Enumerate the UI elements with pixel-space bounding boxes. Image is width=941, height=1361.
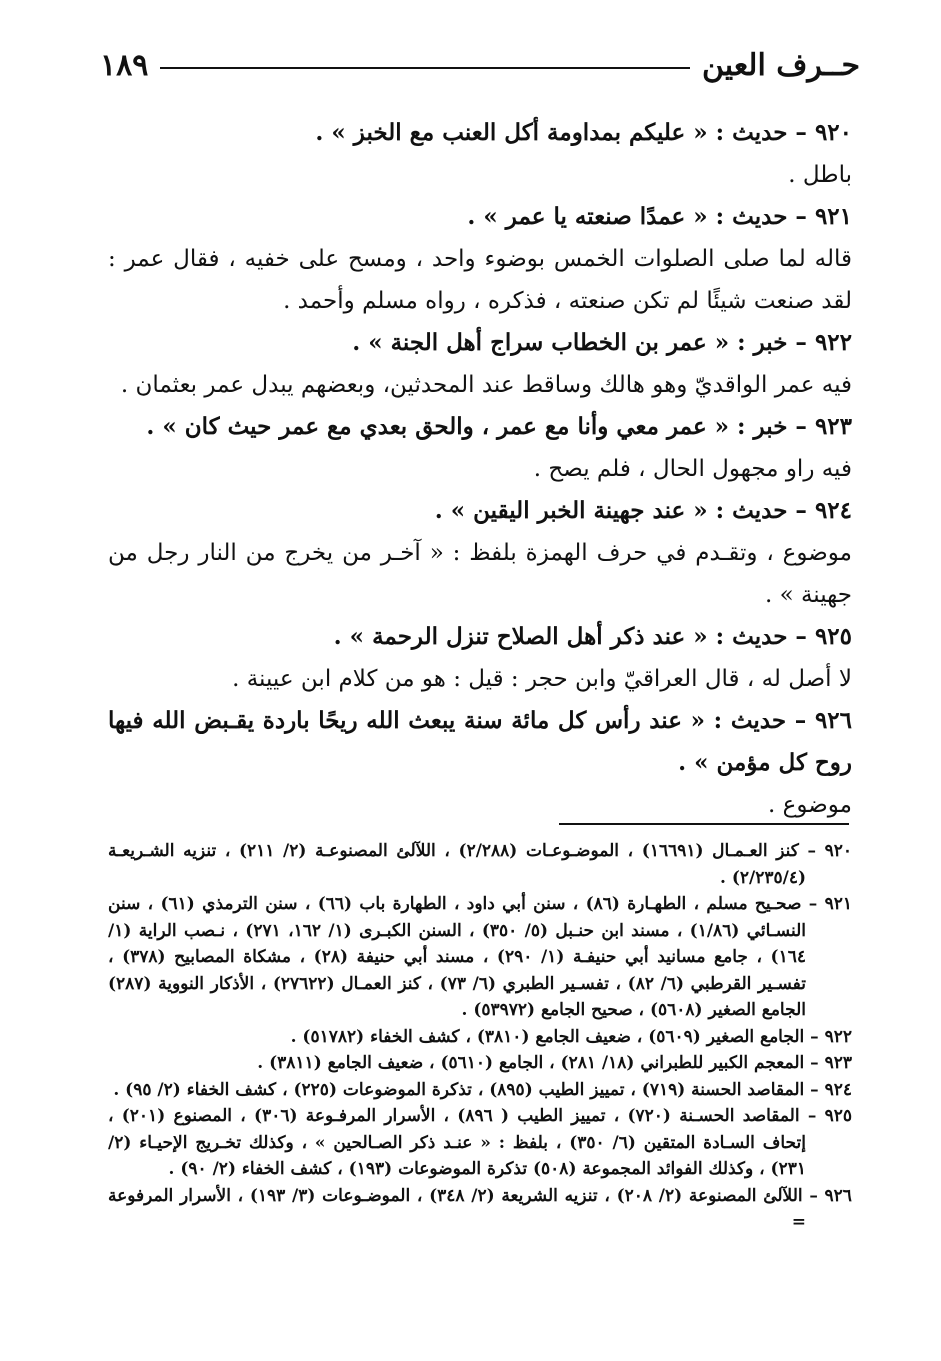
footnote-924: ٩٢٤ – المقاصد الحسنة (٧١٩) ، تمييز الطيب (٨٩٥) ، تذكرة الموضوعات (٢٢٥) ، كشف الخفاء (٢/ ٩٥) . bbox=[113, 1079, 852, 1100]
running-header bbox=[100, 40, 860, 90]
footnote-divider bbox=[559, 823, 849, 825]
entry-922-comment: فيه عمر الواقديّ وهو هالك وساقط عند المحدثين، وبعضهم يبدل عمر بعثمان . bbox=[120, 372, 852, 398]
footnote-921: ٩٢١ – صحـيح مسلم ، الطهـارة (٨٦) ، سنن أبي داود ، الطهارة باب (٦٦) ، سنن الترمذي (٦١) ، سنن النسـائي (١/٨٦) ، مسند ابن حنـبل (٥/ ٣٥٠) ، السنن الكبـرى (١/ ١٦٢، ٢٧١) ، نـصب الراية (١/ ١٦٤) ، جامع مسانيد أبي حنيفـة (١/ ٢٩٠) ، مسند أبي حنيفة (٢٨) ، مشكاة المصابيح (٣٧٨) ، تفسـير القرطبي (٦/ ٨٢) ، تفسـير الطبري (٦/ ٧٣) ، كنز العمـال (٢٧٦٢٢) ، الأذكار النووية (٢٨٧) الجامع الصغير (٥٦٠٨) ، صحيح الجامع (٥٣٩٧٢) . bbox=[108, 894, 852, 1020]
footnote-925: ٩٢٥ – المقاصد الحسـنة (٧٢٠) ، تمييز الطيب ( ٨٩٦) ، الأسرار المرفـوعة (٣٠٦) ، المصنوع (٢٠١) ، إتحاف السـادة المتقين (٦/ ٣٥٠) ، بلفظ : « عنـد ذكر الصـالحين » ، وكذلك تخـريج الإحيـاء (٢/ ٢٣١) ، وكذلك الفوائد المجموعة (٥٠٨) تذكرة الموضوعات (١٩٣) ، كشف الخفاء (٢/ ٩٠) . bbox=[108, 1106, 853, 1179]
entry-920-ruling: باطل . bbox=[788, 162, 852, 188]
entry-920-heading: ٩٢٠ – حديث : « عليكم بمداومة أكل العنب مع الخبز » . bbox=[315, 119, 852, 146]
entry-925-heading: ٩٢٥ – حديث : « عند ذكر أهل الصلاح تنزل الرحمة » . bbox=[333, 623, 852, 650]
footnote-920: ٩٢٠ – كنز العـمـال (١٦٦٩١) ، الموضـوعـات (٢/٢٨٨) ، اللآلئ المصنوعـة (٢/ ٢١١) ، تنزيه الشـريعـة (٢/٢٣٥/٤) . bbox=[108, 841, 852, 888]
entry-926-heading: ٩٢٦ – حديث : « عند رأس كل مائة سنة يبعث الله ريحًا باردة يقـبض الله فيها روح كل مؤمن » . bbox=[108, 707, 852, 776]
footnotes bbox=[108, 838, 852, 1236]
entry-925-comment: لا أصل له ، قال العراقيّ وابن حجر : قيل : هو من كلام ابن عيينة . bbox=[232, 666, 852, 692]
entry-923-heading: ٩٢٣ – خبر : « عمر معي وأنا مع عمر ، والحق بعدي مع عمر حيث كان » . bbox=[146, 413, 852, 440]
entry-924-comment: موضوع ، وتقـدم في حرف الهمزة بلفظ : « آخـر من يخرج من النار رجل من جهينة » . bbox=[108, 540, 852, 608]
entry-923-comment: فيه راو مجهول الحال ، فلم يصح . bbox=[533, 456, 852, 482]
entry-926-ruling: موضوع . bbox=[768, 792, 852, 818]
chapter-title: حــرف العين bbox=[701, 47, 860, 83]
footnote-923: ٩٢٣ – المعجم الكبير للطبراني (١٨/ ٢٨١) ، الجامع (٥٦١٠) ، ضعيف الجامع (٣٨١١) . bbox=[257, 1053, 852, 1073]
page-number: ١٨٩ bbox=[100, 47, 149, 83]
footnote-922: ٩٢٢ – الجامع الصغير (٥٦٠٩) ، ضعيف الجامع (٣٨١٠) ، كشف الخفاء (٥١٧٨٢) . bbox=[290, 1026, 852, 1047]
entry-921-comment: قاله لما صلى الصلوات الخمس بوضوء واحد ، ومسح على خفيه ، فقال عمر : لقد صنعت شيئًا لم تكن صنعته ، فذكره ، رواه مسلم وأحمد . bbox=[108, 246, 852, 314]
entry-924-heading: ٩٢٤ – حديث : « عند جهينة الخبر اليقين » . bbox=[434, 497, 852, 524]
footnote-926: ٩٢٦ – اللآلئ المصنوعة (٢/ ٢٠٨) ، تنزيه الشريعة (٢/ ٣٤٨) ، الموضـوعات (٣/ ١٩٣) ، الأسرار المرفوعة = bbox=[108, 1185, 852, 1232]
header-rule bbox=[160, 67, 690, 69]
entry-922-heading: ٩٢٢ – خبر : « عمر بن الخطاب سراج أهل الجنة » . bbox=[352, 329, 852, 356]
entry-921-heading: ٩٢١ – حديث : « عمدًا صنعته يا عمر » . bbox=[467, 203, 852, 230]
main-text bbox=[108, 112, 852, 826]
